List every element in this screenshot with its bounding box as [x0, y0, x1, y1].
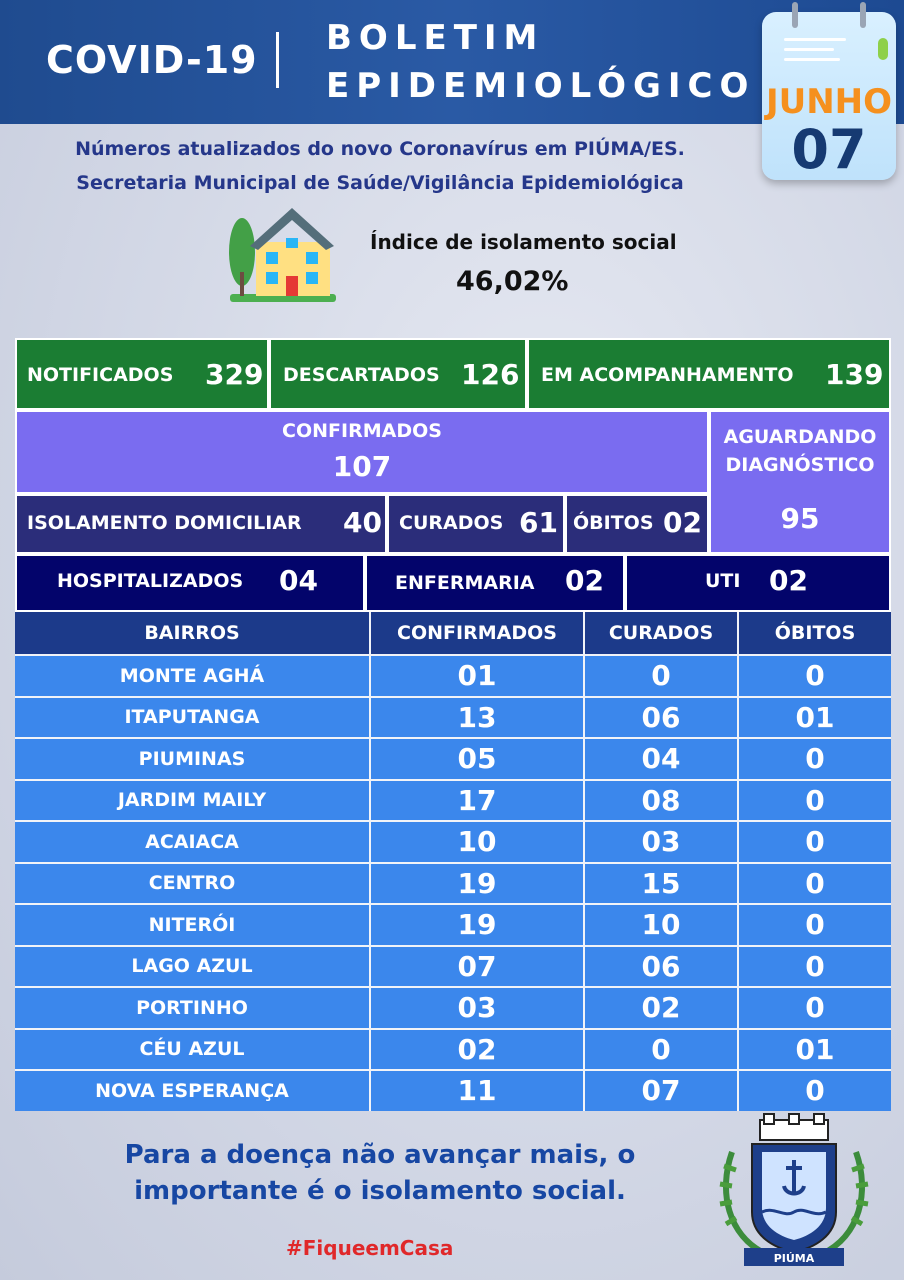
calendar-day: 07 — [791, 118, 867, 181]
calendar-line — [784, 38, 846, 41]
header-curados: CURADOS — [583, 612, 737, 654]
subtitle-line2: Secretaria Municipal de Saúde/Vigilância Epidemiológica — [76, 172, 684, 194]
calendar-ring — [860, 2, 866, 28]
header-obitos: ÓBITOS — [737, 612, 891, 654]
hospitalizados-value: 04 — [279, 564, 318, 597]
hospitalizados-label: HOSPITALIZADOS — [57, 570, 244, 592]
city-crest-icon — [714, 1112, 874, 1272]
calendar-icon — [762, 12, 896, 180]
curados-cell: 06 — [583, 947, 737, 987]
calendar-line — [784, 48, 834, 51]
subtitle-line1: Números atualizados do novo Coronavírus em PIÚMA/ES. — [75, 138, 685, 160]
confirmados-cell: 02 — [369, 1030, 583, 1070]
curados-value: 61 — [519, 506, 558, 539]
table-header-row — [15, 612, 891, 654]
obitos-value: 02 — [663, 506, 702, 539]
obitos-cell: 01 — [737, 698, 891, 738]
header-separator — [276, 32, 279, 88]
confirmados-cell: 19 — [369, 905, 583, 945]
obitos-label: ÓBITOS — [573, 512, 654, 534]
confirmados-label: CONFIRMADOS — [282, 420, 442, 442]
table-row — [15, 945, 891, 987]
bairro-cell: MONTE AGHÁ — [15, 656, 369, 696]
curados-box — [389, 496, 563, 552]
table-row — [15, 862, 891, 904]
bairro-cell: PORTINHO — [15, 988, 369, 1028]
header-boletim: BOLETIM — [326, 18, 545, 58]
table-row — [15, 779, 891, 821]
enfermaria-value: 02 — [565, 564, 604, 597]
crest-banner-text: PIÚMA — [773, 1252, 815, 1265]
acompanhamento-label: EM ACOMPANHAMENTO — [541, 364, 794, 386]
curados-cell: 0 — [583, 1030, 737, 1070]
aguardando-box — [711, 412, 889, 552]
curados-cell: 04 — [583, 739, 737, 779]
descartados-label: DESCARTADOS — [283, 364, 440, 386]
confirmados-cell: 10 — [369, 822, 583, 862]
calendar-line — [784, 58, 840, 61]
aguardando-label-2: DIAGNÓSTICO — [725, 454, 875, 476]
stats-grid — [15, 338, 891, 612]
table-row — [15, 696, 891, 738]
obitos-cell: 0 — [737, 947, 891, 987]
confirmados-cell: 05 — [369, 739, 583, 779]
enfermaria-box — [367, 556, 623, 610]
table-row — [15, 654, 891, 696]
table-row — [15, 737, 891, 779]
table-row — [15, 1028, 891, 1070]
curados-label: CURADOS — [399, 512, 504, 534]
calendar-ring — [792, 2, 798, 28]
confirmados-cell: 07 — [369, 947, 583, 987]
confirmados-cell: 03 — [369, 988, 583, 1028]
obitos-cell: 0 — [737, 656, 891, 696]
acompanhamento-value: 139 — [825, 358, 884, 391]
curados-cell: 07 — [583, 1071, 737, 1111]
table-row — [15, 1069, 891, 1111]
confirmados-value: 107 — [332, 450, 392, 483]
bairro-cell: CÉU AZUL — [15, 1030, 369, 1070]
obitos-cell: 0 — [737, 822, 891, 862]
table-body — [15, 654, 891, 1111]
bairro-cell: CENTRO — [15, 864, 369, 904]
uti-label: UTI — [705, 570, 741, 592]
header-confirmados: CONFIRMADOS — [369, 612, 583, 654]
bairro-cell: ACAIACA — [15, 822, 369, 862]
table-row — [15, 986, 891, 1028]
uti-value: 02 — [769, 564, 808, 597]
curados-cell: 02 — [583, 988, 737, 1028]
footer-message-line1: Para a doença não avançar mais, o — [124, 1140, 636, 1170]
bairro-cell: PIUMINAS — [15, 739, 369, 779]
obitos-cell: 0 — [737, 988, 891, 1028]
curados-cell: 15 — [583, 864, 737, 904]
table-row — [15, 903, 891, 945]
neighborhood-table — [15, 612, 891, 1111]
confirmados-cell: 13 — [369, 698, 583, 738]
house-icon — [226, 202, 338, 308]
aguardando-value: 95 — [780, 502, 820, 535]
hospitalizados-box — [17, 556, 363, 610]
obitos-cell: 01 — [737, 1030, 891, 1070]
isolation-value: 46,02% — [456, 266, 569, 297]
confirmados-cell: 19 — [369, 864, 583, 904]
confirmados-cell: 01 — [369, 656, 583, 696]
confirmados-box — [17, 412, 707, 492]
hashtag: #FiqueemCasa — [286, 1236, 454, 1260]
notificados-label: NOTIFICADOS — [27, 364, 174, 386]
header-bairros: BAIRROS — [15, 612, 369, 654]
bairro-cell: ITAPUTANGA — [15, 698, 369, 738]
notificados-value: 329 — [205, 358, 264, 391]
curados-cell: 06 — [583, 698, 737, 738]
obitos-cell: 0 — [737, 1071, 891, 1111]
confirmados-cell: 11 — [369, 1071, 583, 1111]
table-row — [15, 820, 891, 862]
curados-cell: 08 — [583, 781, 737, 821]
bairro-cell: LAGO AZUL — [15, 947, 369, 987]
curados-cell: 03 — [583, 822, 737, 862]
obitos-cell: 0 — [737, 781, 891, 821]
bairro-cell: NOVA ESPERANÇA — [15, 1071, 369, 1111]
isolamento-label: ISOLAMENTO DOMICILIAR — [27, 512, 302, 534]
header-epidemiologico: EPIDEMIOLÓGICO — [326, 66, 756, 106]
isolamento-value: 40 — [343, 506, 382, 539]
header-covid-title: COVID-19 — [46, 38, 258, 82]
isolation-label: Índice de isolamento social — [370, 230, 677, 254]
calendar-month: JUNHO — [765, 82, 893, 122]
obitos-cell: 0 — [737, 739, 891, 779]
descartados-value: 126 — [461, 358, 520, 391]
enfermaria-label: ENFERMARIA — [395, 572, 535, 594]
curados-cell: 0 — [583, 656, 737, 696]
acompanhamento-box — [529, 340, 889, 408]
notificados-box — [17, 340, 267, 408]
uti-box — [627, 556, 889, 610]
obitos-box — [567, 496, 707, 552]
bairro-cell: NITERÓI — [15, 905, 369, 945]
bairro-cell: JARDIM MAILY — [15, 781, 369, 821]
aguardando-label-1: AGUARDANDO — [723, 426, 877, 448]
footer-message-line2: importante é o isolamento social. — [134, 1176, 626, 1206]
confirmados-cell: 17 — [369, 781, 583, 821]
obitos-cell: 0 — [737, 905, 891, 945]
descartados-box — [271, 340, 525, 408]
calendar-dot — [878, 38, 888, 60]
isolamento-box — [17, 496, 385, 552]
curados-cell: 10 — [583, 905, 737, 945]
obitos-cell: 0 — [737, 864, 891, 904]
